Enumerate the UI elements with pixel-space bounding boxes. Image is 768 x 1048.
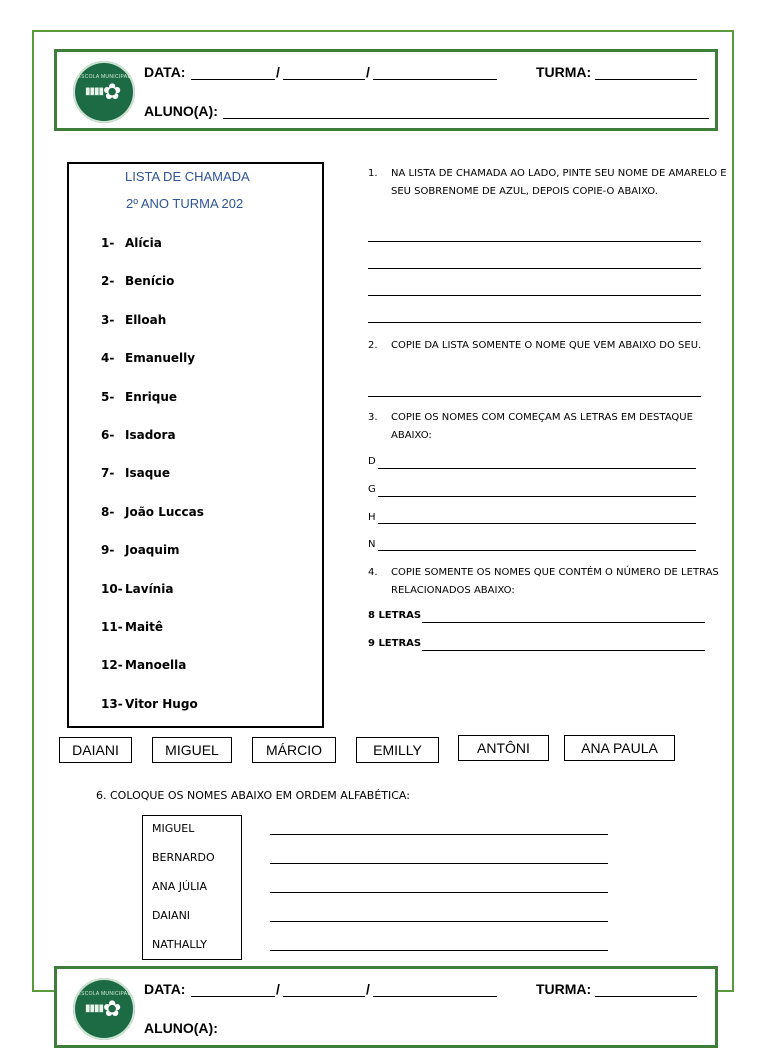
student-row: [101, 313, 166, 327]
date-slash: /: [366, 981, 370, 997]
student-number: 1-: [101, 236, 115, 250]
answer-line[interactable]: [368, 295, 701, 296]
answer-line[interactable]: [368, 241, 701, 242]
class-label: TURMA:: [536, 64, 592, 80]
date-label: DATA:: [144, 64, 186, 80]
student-number: 2-: [101, 274, 115, 289]
student-name: Joaquim: [125, 543, 180, 558]
class-label: TURMA:: [536, 981, 592, 997]
question-number: 4.: [368, 567, 378, 578]
name-box: MIGUEL: [152, 737, 232, 763]
answer-line[interactable]: [270, 892, 608, 893]
header-box-repeat: [54, 966, 718, 1048]
student-name: Maitê: [125, 620, 164, 634]
question-1: [368, 165, 730, 201]
date-slash: /: [366, 64, 370, 80]
answer-line[interactable]: [368, 396, 701, 397]
sort-names-box: [142, 815, 242, 960]
student-row: [101, 658, 186, 672]
student-number: 11-: [101, 620, 123, 634]
name-box: DAIANI: [59, 737, 132, 763]
student-number: 12-: [101, 658, 123, 673]
answer-line[interactable]: [270, 950, 608, 951]
answer-line[interactable]: [378, 523, 696, 524]
class-line[interactable]: [595, 79, 697, 80]
student-name: Lavínia: [125, 581, 174, 596]
student-name: Isadora: [125, 428, 176, 442]
logo-bars-icon: ▮▮▮▮: [85, 86, 104, 97]
answer-line[interactable]: [422, 622, 705, 623]
student-row: [101, 582, 173, 596]
date-month-line[interactable]: [283, 996, 365, 997]
student-number: 13-: [101, 696, 123, 711]
question-4: [368, 564, 730, 600]
eight-letters-label: 8 LETRAS: [368, 610, 422, 621]
letter-n-label: N: [368, 539, 376, 550]
student-row: [101, 505, 204, 519]
name-box: ANA PAULA: [564, 735, 675, 761]
student-name: João Luccas: [125, 504, 204, 519]
letter-d-label: D: [368, 456, 376, 467]
answer-line[interactable]: [368, 322, 701, 323]
answer-line[interactable]: [422, 650, 705, 651]
student-row: [101, 390, 177, 404]
letter-g-label: G: [368, 484, 376, 495]
date-month-line[interactable]: [283, 79, 365, 80]
roll-call-subtitle: 2º ANO TURMA 202: [126, 196, 244, 211]
name-box: ANTÔNI: [458, 735, 549, 761]
student-name: Isaque: [125, 466, 170, 481]
class-line[interactable]: [595, 996, 697, 997]
sort-name: MIGUEL: [152, 822, 195, 835]
answer-line[interactable]: [270, 921, 608, 922]
answer-line[interactable]: [368, 268, 701, 269]
student-label: ALUNO(A):: [144, 1020, 218, 1036]
date-slash: /: [276, 64, 280, 80]
sort-name: NATHALLY: [152, 938, 207, 951]
sort-name: ANA JÚLIA: [152, 880, 207, 893]
date-label: DATA:: [144, 981, 186, 997]
flower-icon: ✿: [103, 80, 122, 105]
name-box: MÁRCIO: [252, 737, 336, 763]
date-year-line[interactable]: [373, 996, 497, 997]
student-number: 4-: [101, 351, 115, 366]
sort-name: BERNARDO: [152, 851, 215, 864]
question-2: [368, 337, 730, 355]
student-number: 9-: [101, 543, 115, 558]
student-number: 3-: [101, 312, 115, 327]
answer-line[interactable]: [378, 468, 696, 469]
answer-line[interactable]: [270, 863, 608, 864]
student-number: 6-: [101, 428, 115, 442]
student-number: 7-: [101, 466, 115, 481]
student-name: Alícia: [125, 236, 162, 250]
letter-h-label: H: [368, 512, 376, 523]
roll-call-title: LISTA DE CHAMADA: [125, 169, 250, 184]
question-3: [368, 409, 730, 445]
sort-name: DAIANI: [152, 909, 191, 922]
question-text: COPIE DA LISTA SOMENTE O NOME QUE VEM ABAIXO DO SEU.: [391, 340, 702, 351]
answer-line[interactable]: [270, 834, 608, 835]
question-6: 6. COLOQUE OS NOMES ABAIXO EM ORDEM ALFABÉTICA:: [96, 789, 410, 802]
flower-icon: ✿: [103, 997, 122, 1022]
roll-call-box: [67, 162, 324, 728]
student-row: [101, 697, 198, 711]
school-logo: [73, 978, 135, 1040]
question-number: 1.: [368, 168, 378, 179]
date-day-line[interactable]: [191, 996, 275, 997]
question-text: NA LISTA DE CHAMADA AO LADO, PINTE SEU NOME DE AMARELO E SEU SOBRENOME DE AZUL, DEPOIS COPIE-O ABAIXO.: [391, 168, 727, 197]
student-label: ALUNO(A):: [144, 103, 218, 119]
logo-text: ESCOLA MUNICIPAL: [77, 74, 131, 80]
student-name: Enrique: [125, 389, 178, 404]
date-year-line[interactable]: [373, 79, 497, 80]
question-text: COPIE OS NOMES COM COMEÇAM AS LETRAS EM DESTAQUE ABAIXO:: [391, 412, 693, 441]
student-row: [101, 543, 180, 557]
nine-letters-label: 9 LETRAS: [368, 638, 422, 649]
student-row: [101, 428, 176, 442]
date-slash: /: [276, 981, 280, 997]
date-day-line[interactable]: [191, 79, 275, 80]
student-number: 10-: [101, 581, 123, 596]
name-box: EMILLY: [356, 737, 439, 763]
logo-bars-icon: ▮▮▮▮: [85, 1003, 104, 1014]
school-logo: [73, 61, 135, 123]
answer-line[interactable]: [378, 496, 696, 497]
student-number: 5-: [101, 389, 115, 404]
student-number: 8-: [101, 504, 115, 519]
question-number: 2.: [368, 340, 378, 351]
student-name: Vitor Hugo: [125, 696, 198, 711]
question-text: COPIE SOMENTE OS NOMES QUE CONTÉM O NÚMERO DE LETRAS RELACIONADOS ABAIXO:: [391, 567, 719, 596]
student-name: Emanuelly: [125, 351, 196, 366]
header-box: [54, 49, 718, 131]
student-row: [101, 466, 170, 480]
student-line[interactable]: [223, 118, 709, 119]
student-row: [101, 274, 174, 288]
student-row: [101, 620, 163, 634]
student-name: Benício: [125, 274, 175, 289]
answer-line[interactable]: [378, 550, 696, 551]
student-name: Manoella: [125, 658, 187, 673]
student-row: [101, 236, 162, 250]
student-row: [101, 351, 195, 365]
logo-text: ESCOLA MUNICIPAL: [77, 991, 131, 997]
question-number: 3.: [368, 412, 378, 423]
student-name: Elloah: [125, 312, 167, 327]
